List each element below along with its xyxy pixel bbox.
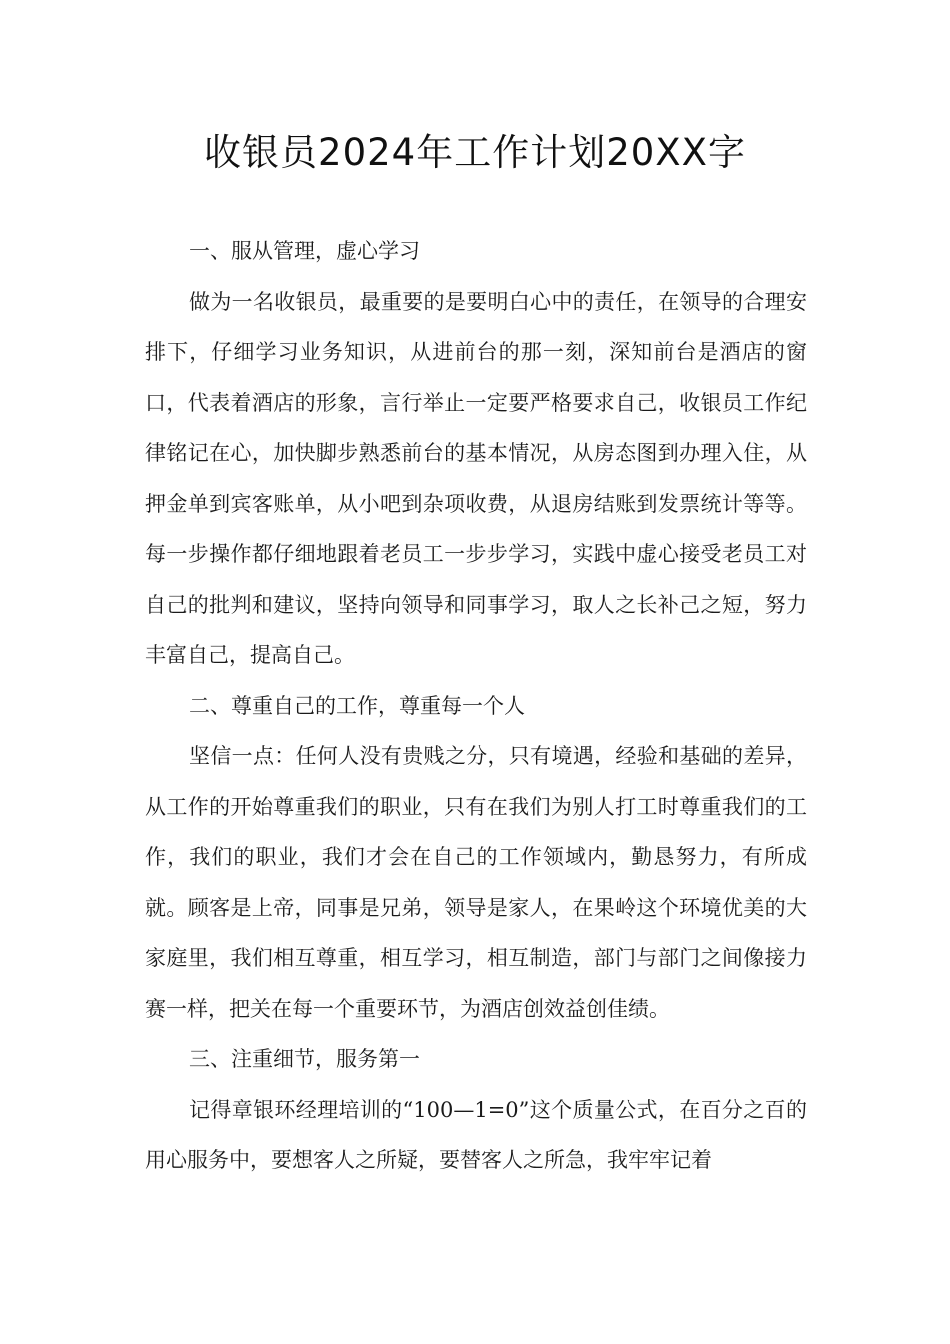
section-heading-2: 二、尊重自己的工作，尊重每一个人 (189, 693, 525, 718)
section-heading-3: 三、注重细节，服务第一 (189, 1047, 420, 1071)
document-body (145, 226, 807, 1186)
paragraph-1: 做为一名收银员，最重要的是要明白心中的责任，在领导的合理安排下，仔细学习业务知识，从进前台的那一刻，深知前台是酒店的窗口，代表着酒店的形象，言行举止一定要严格要求自己，收银员工作纪律铭记在心，加快脚步熟悉前台的基本情况，从房态图到办理入住，从押金单到宾客账单，从小吧到杂项收费，从退房结账到发票统计等等。每一步操作都仔细地跟着老员工一步步学习，实践中虚心接受老员工对自己的批判和建议，坚持向领导和同事学习，取人之长补己之短，努力丰富自己，提高自己。 (145, 289, 807, 667)
section-heading-1: 一、服从管理，虚心学习 (189, 239, 420, 263)
paragraph-2: 坚信一点：任何人没有贵贱之分，只有境遇，经验和基础的差异，从工作的开始尊重我们的职业，只有在我们为别人打工时尊重我们的工作，我们的职业，我们才会在自己的工作领域内，勤恳努力，有所成就。顾客是上帝，同事是兄弟，领导是家人，在果岭这个环境优美的大家庭里，我们相互尊重，相互学习，相互制造，部门与部门之间像接力赛一样，把关在每一个重要环节，为酒店创效益创佳绩。 (145, 744, 807, 1021)
paragraph-3: 记得章银环经理培训的“100—1=0”这个质量公式，在百分之百的用心服务中，要想客人之所疑，要替客人之所急，我牢牢记着 (145, 1097, 807, 1172)
document-title: 收银员2024年工作计划20XX字 (204, 131, 746, 174)
